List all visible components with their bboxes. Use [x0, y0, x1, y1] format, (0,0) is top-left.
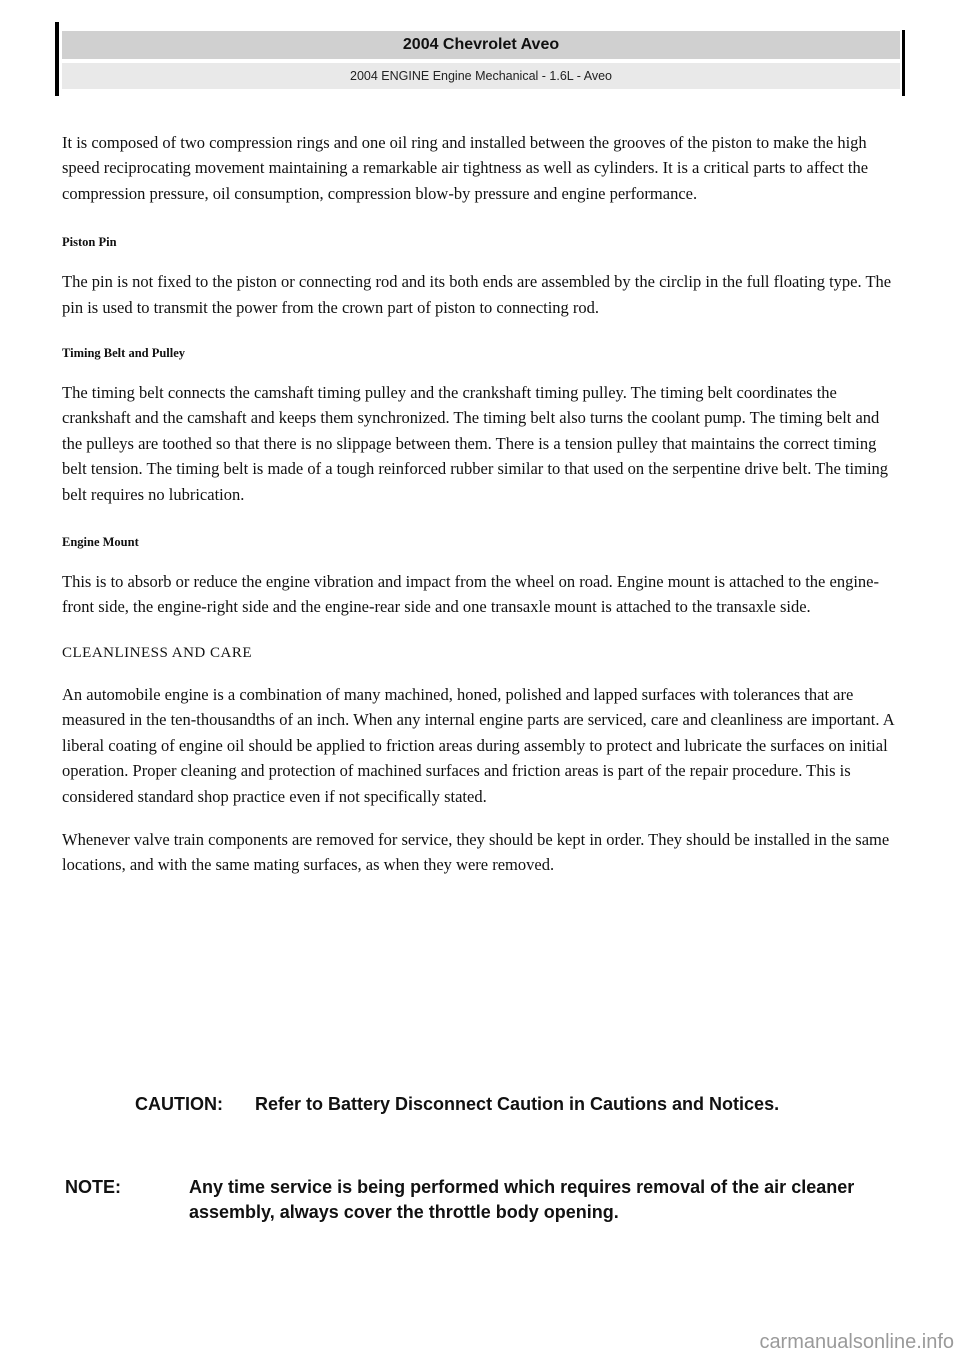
caution-block [135, 1092, 855, 1117]
cleanliness-paragraph-1: An automobile engine is a combination of many machined, honed, polished and lapped surfaces with tolerances that are measured in the ten-thousandths of an inch. When any internal engine parts are serviced, care and cleanliness are important. A liberal coating of engine oil should be applied to friction areas during assembly to protect and lubricate the surfaces on initial operation. Proper cleaning and protection of machined surfaces and friction areas is part of the repair procedure. This is considered standard shop practice even if not specifically stated. [62, 684, 894, 806]
document-header [62, 31, 900, 93]
document-subtitle: 2004 ENGINE Engine Mechanical - 1.6L - Aveo [62, 63, 900, 89]
piston-rings-paragraph: It is composed of two compression rings and one oil ring and installed between the grooves of the piston to make the high speed reciprocating movement maintaining a remarkable air tightness as well as cylinders. It is a critical parts to affect the compression pressure, oil consumption, compression blow-by pressure and engine performance. [62, 133, 869, 203]
caution-label: CAUTION: [135, 1094, 223, 1114]
note-label: NOTE: [65, 1177, 121, 1197]
header-right-rule [902, 30, 905, 96]
note-block [65, 1175, 905, 1225]
piston-pin-paragraph: The pin is not fixed to the piston or connecting rod and its both ends are assembled by the circlip in the full floating type. The pin is used to transmit the power from the crown part of piston to connecting rod. [62, 272, 892, 317]
document-title: 2004 Chevrolet Aveo [62, 31, 900, 59]
caution-text: Refer to Battery Disconnect Caution in Cautions and Notices. [255, 1094, 780, 1114]
piston-pin-heading: Piston Pin [62, 235, 117, 250]
document-body [62, 130, 902, 878]
cleanliness-heading: CLEANLINESS AND CARE [62, 644, 253, 661]
timing-belt-heading: Timing Belt and Pulley [62, 346, 186, 361]
note-text: Any time service is being performed which requires removal of the air cleaner assembly, always cover the throttle body opening. [189, 1177, 855, 1222]
engine-mount-heading: Engine Mount [62, 535, 139, 550]
timing-belt-paragraph: The timing belt connects the camshaft timing pulley and the crankshaft timing pulley. The timing belt coordinates the crankshaft and the camshaft and keeps them synchronized. The timing belt also turns the coolant pump. The timing belt and the pulleys are toothed so that there is no slippage between them. There is a tension pulley that maintains the correct timing belt tension. The timing belt is made of a tough reinforced rubber similar to that used on the serpentine drive belt. The timing belt requires no lubrication. [62, 383, 889, 504]
cleanliness-paragraph-2: Whenever valve train components are removed for service, they should be kept in order. They should be installed in the same locations, and with the same mating surfaces, as when they were removed. [62, 829, 890, 875]
engine-mount-paragraph: This is to absorb or reduce the engine vibration and impact from the wheel on road. Engine mount is attached to the engine-front side, the engine-right side and the engine-rear side and one transaxle mount is attached to the transaxle side. [62, 572, 879, 617]
header-left-rule [55, 22, 59, 96]
site-watermark: carmanualsonline.info [759, 1331, 954, 1353]
